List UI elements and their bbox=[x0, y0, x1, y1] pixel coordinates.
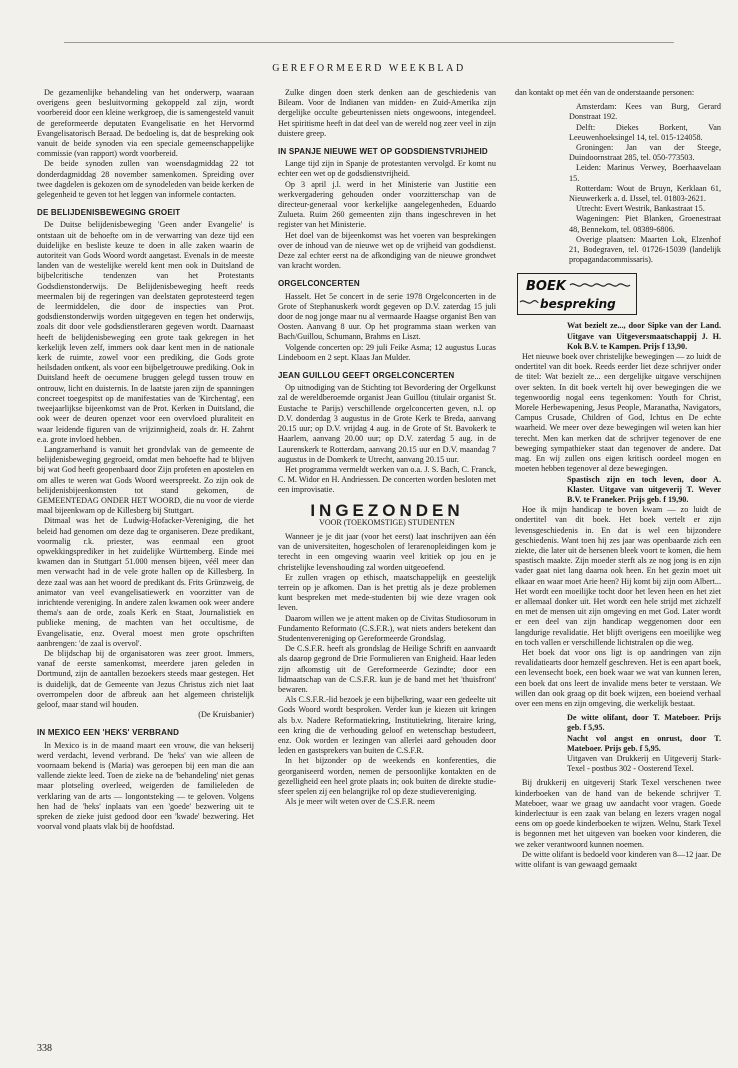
column-3 bbox=[515, 88, 721, 870]
address-item: Wageningen: Piet Blanken, Groenestraat 48, Bennekom, tel. 08389-6806. bbox=[569, 214, 721, 234]
top-rule bbox=[64, 42, 674, 43]
section-subtitle: VOOR (TOEKOMSTIGE) STUDENTEN bbox=[319, 517, 455, 527]
book-title-entry: De witte olifant, door T. Mateboer. Prijs geb. f 5,95. bbox=[567, 713, 721, 733]
decorative-squiggle bbox=[570, 284, 630, 286]
article-paragraph: Op uitnodiging van de Stichting tot Bevordering der Orgelkunst zal de wereldberoemde organist Jean Guillou (titulair organist St. Eustache te Parijs) verschillende orgelconcerten geven, n.l. op D.V. donderdag 3 augustus in de Grote Kerk te Breda, aanvang 20.15 uur; op D.V. vrijdag 4 aug. in de Grote of St. Bavokerk te Haarlem, aanvang 20.00 uur; op D.V. zaterdag 5 aug. in de Laurenskerk te Rotterdam, aanvang 20.15 uur en D.V. maandag 7 augustus in de Domkerk te Utrecht, aanvang 20.15 uur. bbox=[278, 383, 496, 464]
article-paragraph: Langzamerhand is vanuit het grondvlak van de gemeente de belijdenisbeweging gegroeid, omdat men behoefte had te blijven bij wat God heeft geopenbaard door Zijn profeten en apostelen en om alles te weren wat Gods Woord weerspreekt. Zo zijn ook de belijdenisbijeenkomsten tot stand gekomen, de GEMEENTEDAG ONDER HET WOORD, die nu voor de vierde maal bijeenkwam op de Killesberg bij Stuttgart. bbox=[37, 444, 254, 516]
page-number: 338 bbox=[37, 1043, 52, 1054]
article-paragraph: Op 3 april j.l. werd in het Ministerie van Justitie een werkvergadering gehouden onder voorzitterschap van de directeur-generaal voor kerkelijke aangelegenheden, Eduardo Zulueta. Ruim 260 gemeenten zijn thans ingeschreven in het register van het Ministerie. bbox=[278, 179, 496, 230]
decorative-squiggle bbox=[520, 301, 538, 304]
heading-guillou: JEAN GUILLOU GEEFT ORGELCONCERTEN bbox=[278, 371, 455, 381]
column-2 bbox=[278, 88, 496, 807]
article-paragraph: De blijdschap bij de organisatoren was zeer groot. Immers, vanaf de eerste samenkomst, meerdere jaren geleden in Dortmund, zijn de aantallen bezoekers steeds maar gestegen. Het is duidelijk, dat de Gemeente van Jezus Christus zich niet laat overrompelen door de afbreuk aan het algemeen christelijk geloof, maar stand wil houden. bbox=[37, 648, 254, 709]
address-item: Delft: Diekes Borkent, Van Leeuwenhoeksingel 14, tel. 015-124058. bbox=[569, 122, 721, 142]
article-paragraph: De C.S.F.R. heeft als grondslag de Heilige Schrift en aanvaardt als daarop gegrond de Drie Formulieren van Enigheid. Haar leden zijn afkomstig uit de Gereformeerde Gezindte; door een lidmaatschap van de C.S.F.R. kun je de band met het 'thuisfront' bewaren. bbox=[278, 644, 496, 694]
book-title-entry: Spastisch zijn en toch leven, door A. Klaster. Uitgave van uitgeverij T. Wever B.V. te Franeker. Prijs geb. f 19,90. bbox=[567, 474, 721, 504]
contact-intro: dan kontakt op met één van de onderstaande personen: bbox=[515, 88, 695, 97]
address-item: Utrecht: Evert Westrik, Bankastraat 15. bbox=[576, 204, 705, 214]
address-list bbox=[515, 102, 721, 265]
review-paragraph: Hoe ik mijn handicap te boven kwam — zo luidt de ondertitel van dit boek. Het boek vertelt er zijn levensgeschiedenis in. En dat is wel een bijzondere geschiedenis. Want toen hij zes jaar was openbaarde zich een ziekte, die later uit de hersenen bleek voort te komen, die hem spastisch maakte. Zijn moeder sterft als ze nog jong is en zijn vader gaat niet lang daarna ook heen. En het gezin moet uit elkaar en waar moet Arie heen? Hij komt bij zijn oom Albert... Het wordt een moeilijke tocht door het leven heen en het ziet er allemaal donker uit. Het wordt een hele strijd met zichzelf en met de mensen uit zijn omgeving en met God. Later wordt er een deel van zijn handicap weggenomen door een langdurige revalidatie. Het blijft overigens een moeilijke weg en toch vallen er verschillende lichtstralen op die weg. bbox=[515, 505, 721, 647]
logo-graphic bbox=[518, 274, 636, 314]
heading-orgelconcerten: ORGELCONCERTEN bbox=[278, 279, 360, 289]
article-paragraph: Wanneer je je dit jaar (voor het eerst) laat inschrijven aan één van de universiteiten, hogescholen of lerarenopleidingen kom je terecht in een omgeving waarin veel kritiek op jou en je christelijke levenshouding zal worden uitgeoefend. bbox=[278, 531, 496, 572]
article-paragraph: Er zullen vragen op ethisch, maatschappelijk en geestelijk terrein op je afkomen. Dan is het prettig als je deze problemen kunt bespreken met mede-studenten bij wie deze vragen ook leven. bbox=[278, 572, 496, 613]
article-paragraph: In het bijzonder op de weekends en konferenties, die georganiseerd worden, nemen de persoonlijke kontakten en de gezelligheid een heel grote plaats in; ook buiten de direkte studie-sfeer spelen zij een belangrijke rol op deze studievereniging. bbox=[278, 756, 496, 796]
address-item: Overige plaatsen: Maarten Lok, Elzenhof 21, Bodegraven, tel. 01726-15039 (landelijk propagandacommissaris). bbox=[569, 234, 721, 265]
address-item: Leiden: Marinus Verwey, Boerhaavelaan 15. bbox=[569, 163, 721, 183]
article-paragraph: Als je meer wilt weten over de C.S.F.R. neem bbox=[285, 797, 435, 807]
book-title-entry: Nacht vol angst en onrust, door T. Mateboer. Prijs geb. f 5,95. bbox=[567, 733, 721, 753]
book-title-entry-group bbox=[515, 713, 721, 774]
review-paragraph: Het boek dat voor ons ligt is op aandringen van zijn revalidatiearts door hemzelf geschreven. Het is een apart boek, een levensecht boek, een boek waar we wat van kunnen leren, een boek dat ons leert de invalide mens beter te verstaan. We willen dan ook graag op dit boek wijzen, een boeiend verhaal over een mens en zijn omgeving, die werkelijk bestaat. bbox=[515, 647, 721, 708]
article-paragraph: In Mexico is in de maand maart een vrouw, die van hekserij werd verdacht, levend verbrand. De 'heks' van wie alleen de voornaam bekend is (Maria) was geroepen bij een man die aan vallende ziekte leed. Toen de zieke na de 'behandeling' niet genas maar plotseling overleed, weigerden de familieleden de verklaring van de arts — longontsteking — te geloven. Volgens hen had de 'heks' inplaats van een 'goede' bezwering uit te spreken de zieke juist gedood door een 'kwade' bezwering. Het voorval vond plaats vlak bij de hoofdstad. bbox=[37, 740, 254, 832]
address-item: Amsterdam: Kees van Burg, Gerard Donstraat 192. bbox=[569, 102, 721, 122]
article-paragraph: Daarom willen we je attent maken op de Civitas Studiosorum in Fundamento Reformato (C.S.F.R.), wat niets anders betekent dan Studentenvereniging op Gereformeerde Grondslag. bbox=[278, 613, 496, 643]
article-paragraph: Het doel van de bijeenkomst was het voeren van besprekingen over de inhoud van de nieuwe wet op de vrijheid van godsdienst. Deze zal echter eerst na de afkondiging van de nieuwe grondwet van kracht worden. bbox=[278, 230, 496, 271]
article-paragraph: Het programma vermeldt werken van o.a. J. S. Bach, C. Franck, C. M. Widor en H. Andriessen. De concerten worden besloten met een improvisatie. bbox=[278, 464, 496, 495]
address-item: Rotterdam: Wout de Bruyn, Kerklaan 61, Nieuwerkerk a. d. IJssel, tel. 01803-2621. bbox=[569, 183, 721, 204]
heading-spanje: IN SPANJE NIEUWE WET OP GODSDIENSTVRIJHEID bbox=[278, 147, 488, 157]
article-paragraph: De gezamenlijke behandeling van het onderwerp, waaraan overigens geen besluitvorming gekoppeld zal zijn, wordt voorbereid door een kleine werkgroep, die is samengesteld vanuit de gereformeerde deputaten Evangelisatie en het Hervormd Evangelisatorisch Beraad. De bedoeling is, dat de bespreking ook vanuit de beide synoden via een speciale gemeenschappelijke commissie (van rapport) wordt voorbereid. bbox=[37, 88, 254, 159]
book-title-entry: Wat bezielt ze..., door Sipke van der Land. Uitgave van Uitgeversmaatschappij J. H. Kok B.V. te Kampen. Prijs f 13,90. bbox=[567, 321, 721, 351]
logo-word-bespreking: bespreking bbox=[540, 297, 616, 312]
article-paragraph: De beide synoden zullen van woensdagmiddag 22 tot donderdagmiddag 28 november samenkomen. Spreiding over twee dagdelen is gekozen om de synodeleden van beide kerken de gelegenheid te geven tot het leggen van informele contacten. bbox=[37, 159, 254, 200]
review-paragraph: De witte olifant is bedoeld voor kinderen van 8—12 jaar. De witte olifant is van gewaagd gemaakt bbox=[515, 849, 721, 870]
section-title-ingezonden: INGEZONDEN bbox=[310, 500, 464, 520]
article-paragraph: De Duitse belijdenisbeweging 'Geen ander Evangelie' is ontstaan uit de behoefte om in de verwarring van deze tijd een duidelijke en besliste keuze te doen in alle zaken waarin de autoriteit van Gods Woord wordt aangetast. Evenals in de meeste landen van de westelijke wereld kent men ook in Duitsland de bijbelcritische tendenzen van het Protestants Godsdienstonderwijs. De Belijdenisbeweging heeft reeds meermalen bij de regeringen van deelstaten geprotesteerd tegen de leermiddelen, die door de inspecties van Prot. godsdienstonderwijs worden uitgegeven en tegen het onderwijs, zoals dit door vele godsdienstleraren gegeven wordt. Daarnaast heeft de belijdenisbeweging een grote taak gekregen in het kerkelijk leven zelf, immers ook daar kent men in de nationale kerk de ruimte, zowel voor een prediking, die Gods grote heilsdaden ontkent, als voor een bijbelgetrouwe prediking. Ook in Duitsland heeft de oecumene bruggen gelegd tussen trouw en ontrouw, licht en duisternis. In de laatste jaren zijn de spanningen concreet toegespitst op de manifestaties van de 'Kirchentag', een tweejaarlijkse bijeenkomst van de Prot. Kerken in Duitsland, die ook weer de deuren openzet voor een overvloed pluraliteit en waar leidende figuren van de vrijzinnigheid, zoals dr. H. Zahrnt e.a. grote invloed hebben. bbox=[37, 220, 254, 444]
article-paragraph: Volgende concerten op: 29 juli Feike Asma; 12 augustus Lucas Lindeboom en 2 sept. Klaas Jan Mulder. bbox=[278, 342, 496, 362]
article-paragraph: Lange tijd zijn in Spanje de protestanten vervolgd. Er komt nu echter een wet op de godsdienstvrijheid. bbox=[278, 159, 496, 179]
logo-word-boek: BOEK bbox=[526, 279, 566, 295]
boekbespreking-logo bbox=[517, 273, 637, 315]
article-paragraph: Hasselt. Het 5e concert in de serie 1978 Orgelconcerten in de Grote of Stephanuskerk wordt gegeven op D.V. zaterdag 15 juli door de nog jonge maar nu al vermaarde Haagse organist Ben van Oosten. Aanvang 8 uur. Op het programma staan werken van Bach/Guillou, Schumann, Brahms en Liszt. bbox=[278, 291, 496, 342]
masthead: GEREFORMEERD WEEKBLAD bbox=[272, 63, 466, 74]
article-paragraph: Als C.S.F.R.-lid bezoek je een bijbelkring, waar een gedeelte uit Gods Woord wordt besproken. Verder kun je kiezen uit kringen als b.v. Nadere Reformatiekring, Institutiekring, literaire kring, een kring die de verhouding geloof en wetenschap bestudeert, enz. Ook worden er lezingen van allerlei aard gehouden door leden en gastsprekers van buiten de C.S.F.R. bbox=[278, 695, 496, 756]
publisher-line: Uitgaven van Drukkerij en Uitgeverij Stark-Texel - postbus 302 - Oosterend Texel. bbox=[567, 753, 721, 774]
heading-belijdenisbeweging: DE BELIJDENISBEWEGING GROEIT bbox=[37, 208, 181, 218]
column-1 bbox=[37, 88, 254, 832]
article-paragraph: Zulke dingen doen sterk denken aan de geschiedenis van Bileam. Voor de Indianen van midden- en Zuid-Amerika zijn dergelijke occulte gebeurtenissen niets ongewoons, integendeel. Het spiritisme heeft in dat deel van de wereld nog zeer veel in zijn duistere greep. bbox=[278, 88, 496, 138]
article-paragraph: Ditmaal was het de Ludwig-Hofacker-Vereniging, die het beleid had genomen om deze dag te organiseren. Deze predikant, voormalig r.k. priester, was eenmaal een groot opwekkingsprediker in het zuidelijke Württemberg. Einde mei kwamen dan in Stuttgart 51.000 mensen bijeen, véél meer dan men verwacht had in de vele grote hallen op de Killesberg. In deze zaal was aan het woord de predikant ds. Frits Grünzweig, de animator van veel evangelisatiewerk en voorzitter van de inrichtende vereniging. In andere zalen kwamen ook weer andere thema's aan de orde, zoals Kerk en Staat, Journalistiek en publieke mening, de machten van het occultisme, de Evangelisatie, enz. Overal moest men grote opschriften aanbrengen: 'de zaal is overvol'. bbox=[37, 516, 254, 648]
review-paragraph: Bij drukkerij en uitgeverij Stark Texel verschenen twee kinderboeken van de hand van de bekende schrijver T. Mateboer, waar we graag uw aandacht voor vragen. Goede kinderlectuur is een zaak van belang en lezers vragen nogal eens om op goede kinderboeken te wijzen. Welnu, Stark Texel is begonnen met het uitgeven van boeken voor kinderen, die we zeker verantwoord kunnen noemen. bbox=[515, 778, 721, 849]
source-credit: (De Kruisbanier) bbox=[198, 710, 254, 720]
review-paragraph: Het nieuwe boek over christelijke bewegingen — zo luidt de ondertitel van dit boek. Reeds eerder liet deze schrijver onder de titel: Wat bezielt ze... een dergelijke uitgave verschijnen over sekten. In dit boek vertelt hij over bewegingen die we tegenwoordig nogal eens tegenkomen: Youth for Christ, Morele Herbewapening, Jesus People, Maranatha, Navigators, Campus Crusade, Children of God, Ichtus en De echte waarheid. We meer over deze bewegingen wil weten kan hier terecht. Men kan merken dat de schrijver tegenover de ene beweging sympathieker staat dan tegenover de andere. Dat mag. En wij zullen ons eigen kritisch oordeel mogen en moeten hebben tegenover al deze bewegingen. bbox=[515, 352, 721, 474]
address-item: Groningen: Jan van der Steege, Duindoornstraat 285, tel. 050-773503. bbox=[569, 143, 721, 163]
heading-mexico: IN MEXICO EEN 'HEKS' VERBRAND bbox=[37, 728, 180, 738]
